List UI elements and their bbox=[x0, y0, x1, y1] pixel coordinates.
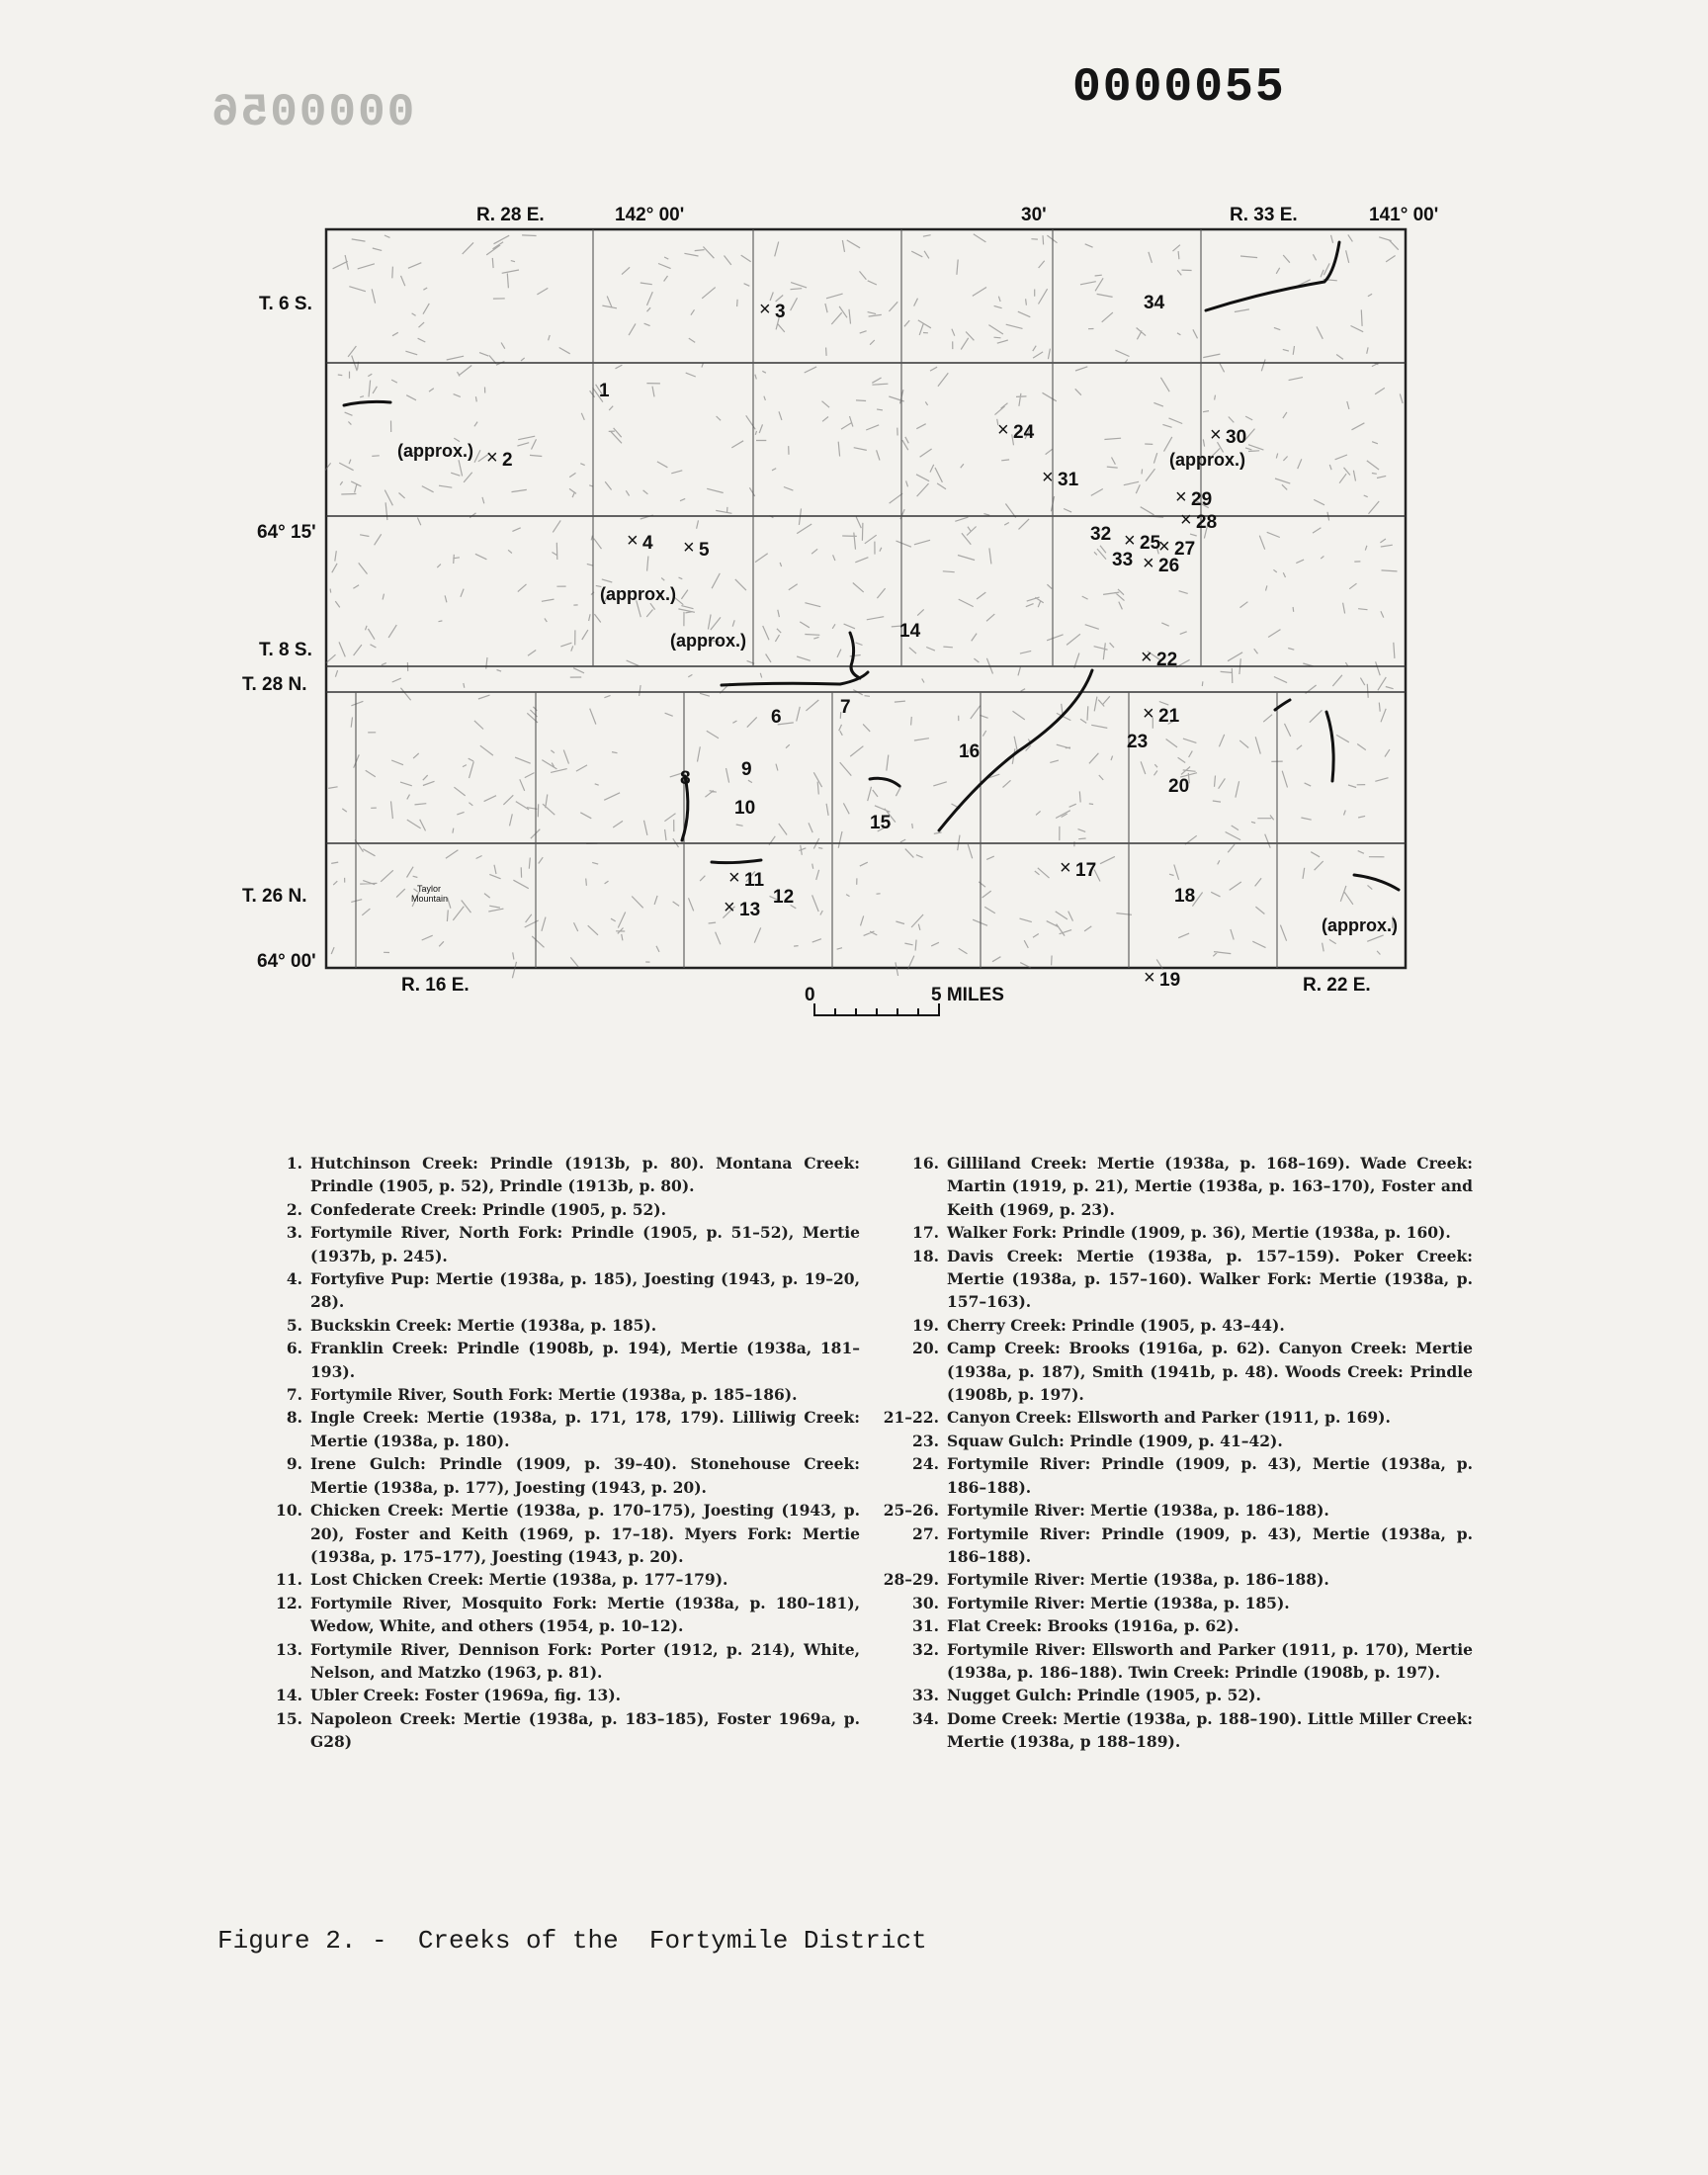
site-x-marker: × bbox=[683, 537, 695, 559]
reference-text: Fortyfive Pup: Mertie (1938a, p. 185), Joesting (1943, p. 19–20, 28). bbox=[310, 1269, 860, 1312]
taylor-mountain-line2: Mountain bbox=[411, 894, 449, 904]
site-x-marker: × bbox=[1141, 647, 1153, 668]
reference-column-left bbox=[267, 1152, 860, 1754]
reference-number: 8. bbox=[286, 1408, 302, 1428]
reference-text: Fortymile River: Prindle (1909, p. 43), Mertie (1938a, p. 186–188). bbox=[947, 1454, 1473, 1497]
document-number-bleedthrough: 0000056 bbox=[210, 87, 415, 138]
site-x-marker: × bbox=[1143, 553, 1154, 574]
site-label-34: 34 bbox=[1144, 293, 1165, 313]
label-lon-142: 142° 00' bbox=[615, 205, 685, 225]
site-x-marker: × bbox=[1210, 424, 1222, 446]
site-x-marker: × bbox=[997, 419, 1009, 441]
label-r16e: R. 16 E. bbox=[401, 975, 470, 996]
site-x-marker: × bbox=[759, 299, 771, 320]
reference-item bbox=[880, 1592, 1473, 1614]
reference-text: Franklin Creek: Prindle (1908b, p. 194), Mertie (1938a, 181–193). bbox=[310, 1339, 860, 1381]
reference-text: Walker Fork: Prindle (1909, p. 36), Mertie (1938a, p. 160). bbox=[947, 1223, 1451, 1243]
reference-column-right bbox=[880, 1152, 1473, 1754]
label-r22e: R. 22 E. bbox=[1303, 975, 1371, 996]
label-t8s: T. 8 S. bbox=[259, 640, 312, 660]
figure-caption: Figure 2. - Creeks of the Fortymile District bbox=[217, 1926, 927, 1956]
site-label-4: 4 bbox=[642, 533, 653, 554]
reference-number: 27. bbox=[912, 1523, 939, 1543]
creek-6 bbox=[722, 672, 868, 685]
site-label-9: 9 bbox=[741, 759, 752, 780]
reference-item bbox=[880, 1638, 1473, 1685]
approx-label-1: (approx.) bbox=[397, 441, 474, 461]
site-x-marker: × bbox=[724, 897, 735, 918]
reference-number: 24. bbox=[912, 1454, 939, 1474]
reference-text: Fortymile River: Prindle (1909, p. 43), Mertie (1938a, p. 186–188). bbox=[947, 1523, 1473, 1566]
scale-zero: 0 bbox=[805, 985, 815, 1005]
reference-number: 34. bbox=[912, 1708, 939, 1728]
reference-number: 3. bbox=[286, 1223, 302, 1243]
reference-text: Irene Gulch: Prindle (1909, p. 39–40). Stonehouse Creek: Mertie (1938a, p. 177), Joesting (1943, p. 20). bbox=[310, 1454, 860, 1497]
reference-number: 5. bbox=[286, 1315, 302, 1335]
site-x-marker: × bbox=[1158, 536, 1170, 558]
site-label-7: 7 bbox=[840, 697, 851, 718]
site-label-29: 29 bbox=[1191, 489, 1213, 510]
label-t28n: T. 28 N. bbox=[242, 674, 307, 695]
site-x-marker: × bbox=[486, 447, 498, 469]
reference-number: 12. bbox=[276, 1593, 302, 1612]
reference-text: Napoleon Creek: Mertie (1938a, p. 183–185), Foster 1969a, p. G28) bbox=[310, 1708, 860, 1752]
site-label-10: 10 bbox=[734, 798, 756, 819]
reference-item bbox=[267, 1198, 860, 1221]
site-label-22: 22 bbox=[1156, 650, 1178, 670]
reference-number: 23. bbox=[912, 1431, 939, 1450]
label-lon-141: 141° 00' bbox=[1369, 205, 1439, 225]
reference-text: Dome Creek: Mertie (1938a, p. 188–190). Little Miller Creek: Mertie (1938a, p 188–189). bbox=[947, 1708, 1473, 1752]
reference-item bbox=[880, 1568, 1473, 1591]
site-x-marker: × bbox=[1180, 509, 1192, 531]
site-x-marker: × bbox=[1124, 530, 1136, 552]
reference-number: 7. bbox=[286, 1385, 302, 1405]
reference-item bbox=[880, 1707, 1473, 1754]
label-lat-15: 64° 15' bbox=[257, 522, 316, 543]
site-label-19: 19 bbox=[1159, 970, 1181, 991]
creek-segments bbox=[344, 242, 1399, 890]
site-label-12: 12 bbox=[773, 887, 795, 908]
terrain-strokes bbox=[325, 234, 1403, 979]
reference-number: 4. bbox=[286, 1269, 302, 1289]
reference-text: Fortymile River, North Fork: Prindle (1905, p. 51–52), Mertie (1937b, p. 245). bbox=[310, 1223, 860, 1265]
label-lon-30: 30' bbox=[1021, 205, 1047, 225]
reference-text: Confederate Creek: Prindle (1905, p. 52). bbox=[310, 1199, 667, 1219]
reference-item bbox=[880, 1314, 1473, 1337]
site-label-16: 16 bbox=[959, 741, 981, 762]
reference-text: Fortymile River: Mertie (1938a, p. 186–188). bbox=[947, 1570, 1329, 1590]
reference-text: Squaw Gulch: Prindle (1909, p. 41–42). bbox=[947, 1431, 1283, 1450]
site-label-8: 8 bbox=[680, 768, 691, 789]
site-label-26: 26 bbox=[1158, 556, 1180, 576]
reference-text: Fortymile River: Ellsworth and Parker (1911, p. 170), Mertie (1938a, p. 186–188). Twin Creek: Prindle (1908b, p. 197). bbox=[947, 1639, 1473, 1682]
site-marks bbox=[486, 293, 1246, 991]
site-x-marker: × bbox=[728, 867, 740, 889]
reference-number: 1. bbox=[286, 1154, 302, 1173]
reference-item bbox=[267, 1383, 860, 1406]
reference-item bbox=[880, 1499, 1473, 1522]
creek-20 bbox=[1326, 712, 1333, 781]
label-t26n: T. 26 N. bbox=[242, 886, 307, 907]
creek-34 bbox=[1206, 242, 1339, 310]
reference-number: 25–26. bbox=[883, 1501, 939, 1521]
reference-number: 32. bbox=[912, 1639, 939, 1659]
site-label-2: 2 bbox=[502, 450, 513, 471]
reference-text: Ingle Creek: Mertie (1938a, p. 171, 178, 179). Lilliwig Creek: Mertie (1938a, p. 180). bbox=[310, 1408, 860, 1450]
fortymile-map bbox=[227, 198, 1493, 1028]
approx-label-3: (approx.) bbox=[670, 631, 747, 651]
creek-15 bbox=[870, 778, 899, 786]
site-label-24: 24 bbox=[1013, 422, 1035, 443]
reference-text: Davis Creek: Mertie (1938a, p. 157–159). Poker Creek: Mertie (1938a, p. 157–160). Walker Fork: Mertie (1938a, p. 157–163). bbox=[947, 1246, 1473, 1312]
reference-item bbox=[267, 1707, 860, 1754]
reference-item bbox=[267, 1221, 860, 1267]
reference-item bbox=[267, 1314, 860, 1337]
reference-text: Fortymile River: Mertie (1938a, p. 185). bbox=[947, 1593, 1290, 1612]
reference-number: 31. bbox=[912, 1616, 939, 1636]
reference-number: 21–22. bbox=[883, 1408, 939, 1428]
site-label-31: 31 bbox=[1058, 470, 1079, 490]
reference-number: 15. bbox=[276, 1708, 302, 1728]
reference-text: Buckskin Creek: Mertie (1938a, p. 185). bbox=[310, 1315, 657, 1335]
creek-12 bbox=[712, 860, 761, 863]
site-label-21: 21 bbox=[1158, 706, 1180, 727]
reference-number: 20. bbox=[912, 1339, 939, 1358]
label-r28e: R. 28 E. bbox=[476, 205, 545, 225]
reference-item bbox=[880, 1614, 1473, 1637]
scale-bar bbox=[814, 1003, 939, 1015]
reference-item bbox=[267, 1638, 860, 1685]
site-x-marker: × bbox=[1042, 467, 1054, 488]
reference-item bbox=[880, 1152, 1473, 1221]
site-label-15: 15 bbox=[870, 813, 892, 833]
reference-item bbox=[880, 1221, 1473, 1244]
reference-number: 33. bbox=[912, 1686, 939, 1705]
site-label-25: 25 bbox=[1140, 533, 1161, 554]
reference-text: Hutchinson Creek: Prindle (1913b, p. 80). Montana Creek: Prindle (1905, p. 52), Prindle (1913b, p. 80). bbox=[310, 1154, 860, 1196]
reference-number: 30. bbox=[912, 1593, 939, 1612]
site-label-23: 23 bbox=[1127, 732, 1149, 752]
reference-text: Fortymile River, Dennison Fork: Porter (1912, p. 214), White, Nelson, and Matzko (1963, p. 81). bbox=[310, 1639, 860, 1682]
reference-item bbox=[267, 1152, 860, 1198]
reference-text: Camp Creek: Brooks (1916a, p. 62). Canyon Creek: Mertie (1938a, p. 187), Smith (1941b, p. 48). Woods Creek: Prindle (1908b, p. 197). bbox=[947, 1339, 1473, 1405]
reference-number: 2. bbox=[286, 1199, 302, 1219]
site-x-marker: × bbox=[1143, 703, 1154, 725]
map-frame bbox=[326, 229, 1406, 968]
site-label-27: 27 bbox=[1174, 539, 1196, 560]
reference-text: Chicken Creek: Mertie (1938a, p. 170–175), Joesting (1943, p. 20), Foster and Keith (1969, p. 17–18). Myers Fork: Mertie (1938a, p. 175–177), Joesting (1943, p. 20). bbox=[310, 1501, 860, 1566]
site-label-32: 32 bbox=[1090, 524, 1112, 545]
reference-number: 19. bbox=[912, 1315, 939, 1335]
approx-label-4: (approx.) bbox=[1169, 450, 1246, 470]
site-label-3: 3 bbox=[775, 302, 786, 322]
reference-text: Fortymile River: Mertie (1938a, p. 186–188). bbox=[947, 1501, 1329, 1521]
creek-18 bbox=[1354, 875, 1399, 890]
reference-item bbox=[267, 1406, 860, 1452]
approx-label-5: (approx.) bbox=[1322, 915, 1399, 935]
site-label-14: 14 bbox=[899, 621, 921, 642]
site-x-marker: × bbox=[1144, 967, 1155, 989]
reference-item bbox=[267, 1684, 860, 1706]
site-x-marker: × bbox=[627, 530, 639, 552]
site-label-20: 20 bbox=[1168, 776, 1190, 797]
site-x-marker: × bbox=[1060, 857, 1071, 879]
site-label-33: 33 bbox=[1112, 550, 1134, 570]
reference-number: 28–29. bbox=[883, 1570, 939, 1590]
reference-number: 18. bbox=[912, 1246, 939, 1265]
taylor-mountain-line1: Taylor bbox=[417, 884, 442, 894]
reference-item bbox=[880, 1337, 1473, 1406]
creek-1 bbox=[344, 401, 390, 405]
grid-lines-vertical bbox=[356, 229, 1277, 968]
reference-text: Lost Chicken Creek: Mertie (1938a, p. 177–179). bbox=[310, 1570, 728, 1590]
site-label-17: 17 bbox=[1075, 860, 1097, 881]
reference-number: 14. bbox=[276, 1686, 302, 1705]
label-lat-00: 64° 00' bbox=[257, 951, 316, 972]
reference-number: 17. bbox=[912, 1223, 939, 1243]
reference-item bbox=[880, 1430, 1473, 1452]
reference-text: Canyon Creek: Ellsworth and Parker (1911, p. 169). bbox=[947, 1408, 1391, 1428]
reference-number: 16. bbox=[912, 1154, 939, 1173]
reference-item bbox=[267, 1592, 860, 1638]
label-r33e: R. 33 E. bbox=[1230, 205, 1298, 225]
terrain-hatching bbox=[325, 234, 1403, 979]
reference-text: Ubler Creek: Foster (1969a, fig. 13). bbox=[310, 1686, 622, 1705]
reference-number: 13. bbox=[276, 1639, 302, 1659]
reference-item bbox=[267, 1452, 860, 1499]
site-label-13: 13 bbox=[739, 900, 761, 920]
label-t6s: T. 6 S. bbox=[259, 294, 312, 314]
reference-number: 9. bbox=[286, 1454, 302, 1474]
reference-item bbox=[267, 1267, 860, 1314]
site-label-6: 6 bbox=[771, 707, 782, 728]
reference-item bbox=[267, 1337, 860, 1383]
site-label-30: 30 bbox=[1226, 427, 1247, 448]
reference-text: Nugget Gulch: Prindle (1905, p. 52). bbox=[947, 1686, 1261, 1705]
approx-label-2: (approx.) bbox=[600, 584, 677, 604]
reference-text: Cherry Creek: Prindle (1905, p. 43–44). bbox=[947, 1315, 1285, 1335]
site-label-11: 11 bbox=[744, 870, 765, 891]
reference-item bbox=[880, 1522, 1473, 1569]
site-label-5: 5 bbox=[699, 540, 710, 561]
reference-number: 11. bbox=[276, 1570, 302, 1590]
reference-number: 6. bbox=[286, 1339, 302, 1358]
scale-five-miles: 5 MILES bbox=[931, 985, 1004, 1005]
site-label-28: 28 bbox=[1196, 512, 1218, 533]
reference-item bbox=[880, 1452, 1473, 1499]
site-x-marker: × bbox=[1175, 486, 1187, 508]
reference-number: 10. bbox=[276, 1501, 302, 1521]
reference-text: Fortymile River, South Fork: Mertie (1938a, p. 185–186). bbox=[310, 1385, 798, 1405]
reference-text: Flat Creek: Brooks (1916a, p. 62). bbox=[947, 1616, 1239, 1636]
site-label-1: 1 bbox=[599, 381, 610, 401]
reference-item bbox=[267, 1499, 860, 1568]
reference-item bbox=[880, 1684, 1473, 1706]
reference-text: Gilliland Creek: Mertie (1938a, p. 168–169). Wade Creek: Martin (1919, p. 21), Mertie (1938a, p. 163–170), Foster and Keith (1969, p. 23). bbox=[947, 1154, 1473, 1219]
reference-text: Fortymile River, Mosquito Fork: Mertie (1938a, p. 180–181), Wedow, White, and others (1954, p. 10–12). bbox=[310, 1593, 860, 1636]
reference-item bbox=[880, 1245, 1473, 1314]
reference-item bbox=[267, 1568, 860, 1591]
site-label-18: 18 bbox=[1174, 886, 1196, 907]
reference-item bbox=[880, 1406, 1473, 1429]
document-number: 0000055 bbox=[1072, 61, 1286, 115]
